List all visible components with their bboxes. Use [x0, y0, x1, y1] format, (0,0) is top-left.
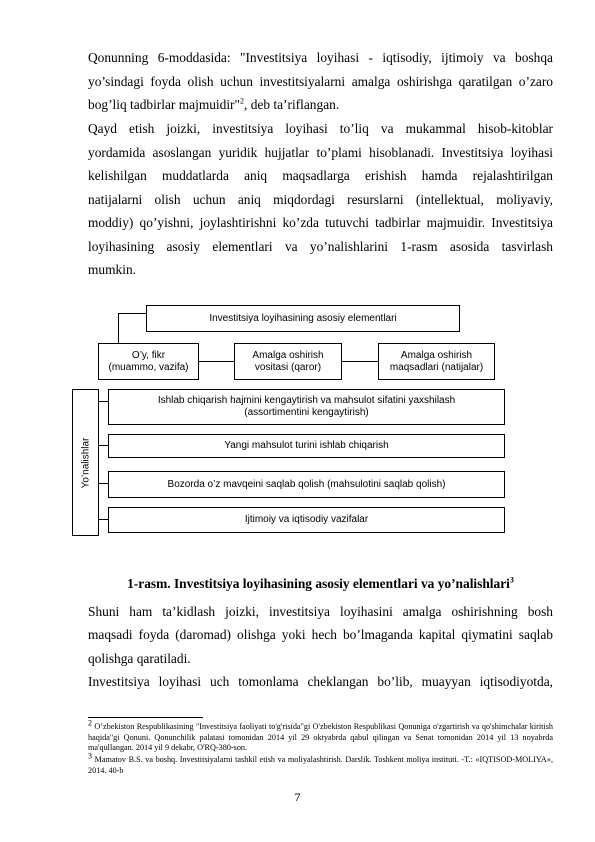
footnote-ref: 3 — [509, 575, 514, 585]
connector-line — [99, 519, 108, 520]
direction-box — [108, 507, 505, 533]
direction-label: Ishlab chiqarish hajmini kengaytirish va mahsulot sifatini yaxshilash — [157, 395, 456, 406]
footnote-text: Mamatov B.S. va boshq. Investitsiyalarni tashkil etish va moliyalashtirish. Darslik. Toshkent moliya instituti. -T.: «IQTISOD-MOLIYA», 2014. 40-b — [88, 755, 553, 775]
footnote — [88, 751, 553, 776]
connector-line — [198, 361, 234, 362]
paragraph-line: mumkin. — [88, 262, 136, 277]
paragraph-line: maqsadi foyda (daromad) olishga yoki hech bo’lmaganda kapital qiymatini saqlab — [88, 627, 553, 642]
connector-line — [99, 483, 108, 484]
diagram-title-box — [146, 305, 460, 332]
connector-line — [118, 313, 146, 314]
caption-text: 1-rasm. Investitsiya loyihasining asosiy elementlari va yo’nalishlari — [127, 576, 510, 591]
connector-line — [118, 313, 119, 343]
paragraph-line: yordamida asoslangan yuridik hujjatlar to’plami hisoblanadi. Investitsiya loyihasi — [88, 145, 553, 160]
footnote-number: 2 — [88, 718, 92, 728]
element-box — [98, 343, 199, 380]
paragraph-line: kelishilgan muddatlarda aniq maqsadlarga erishish hamda rejalashtirilgan — [88, 168, 553, 183]
direction-label: Bozorda o’z mavqeini saqlab qolish (mahsulotini saqlab qolish) — [167, 478, 446, 490]
element-label: Amalga oshirish — [400, 349, 473, 361]
footnote — [88, 718, 553, 754]
direction-label: Ijtimoiy va iqtisodiy vazifalar — [244, 514, 369, 525]
connector-line — [99, 401, 108, 402]
paragraph-line: qolishga qaratiladi. — [88, 651, 191, 666]
direction-label: Yangi mahsulot turini ishlab chiqarish — [224, 440, 389, 451]
paragraph-line: yo’sindagi foyda olish uchun investitsiyalarni amalga oshirishga qaratilgan o’zaro — [88, 74, 553, 89]
directions-side-label-box — [72, 389, 99, 536]
paragraph-line: Qonunning 6-moddasida: "Investitsiya loyihasi - iqtisodiy, ijtimoiy va boshqa — [88, 50, 553, 65]
paragraph-line: moddiy) qo’yishni, joylashtirishni ko’zda tutuvchi tadbirlar majmuidir. Investitsiya — [88, 215, 553, 230]
direction-label: (assortimentini kengaytirish) — [244, 407, 369, 418]
directions-side-label: Yo’nalishlar — [80, 437, 91, 488]
footnote-separator — [88, 717, 203, 718]
element-label: maqsadlari (natijalar) — [389, 361, 484, 373]
element-label: Amalga oshirish — [252, 349, 324, 361]
paragraph-line: Investitsiya loyihasi uch tomonlama cheklangan bo’lib, muayyan iqtisodiyotda, — [88, 674, 553, 689]
paragraph-line: loyihasining asosiy elementlari va yo’nalishlarini 1-rasm asosida tasvirlash — [88, 239, 553, 254]
direction-box — [108, 434, 505, 458]
element-box — [234, 343, 342, 380]
text-run: bog’liq tadbirlar majmuidir" — [88, 97, 240, 112]
element-label: (muammo, vazifa) — [108, 361, 189, 373]
paragraph-line: Shuni ham ta’kidlash joizki, investitsiya loyihasini amalga oshirishning bosh — [88, 604, 553, 619]
connector-line — [342, 361, 378, 362]
element-label: vositasi (qaror) — [254, 361, 322, 373]
text-run: , deb ta’riflangan. — [244, 97, 340, 112]
direction-box — [108, 471, 505, 498]
element-label: O’y, fikr — [131, 349, 166, 361]
connector-line — [99, 445, 108, 446]
footnote-text: O’zbekiston Respublikasining "Investitsiya faoliyati to'g'risida"gi O'zbekiston Respublikasi Qonuniga o'zgartirish va qo'shimchalar kiritish haqida"gi Qonuni. Qonunchilik palatasi tomonidan 2014 yil 29 oktyabrda qabul qilingan va Senat tomonidan 2014 yil 13 noyabrda ma'qullangan. 2014 yil 9 dekabr, O'RQ-380-son. — [88, 722, 553, 752]
paragraph-line: natijalarni olish uchun aniq miqdordagi resurslarni (intellektual, moliyaviy, — [88, 192, 553, 207]
paragraph-line — [88, 93, 553, 117]
diagram-title: Investitsiya loyihasining asosiy elementlari — [209, 312, 397, 324]
footnote-ref: 2 — [240, 96, 244, 106]
paragraph-line: Qayd etish joizki, investitsiya loyihasi to’liq va mukammal hisob-kitoblar — [88, 121, 553, 136]
footnote-number: 3 — [88, 751, 92, 761]
page-number: 7 — [294, 790, 301, 804]
direction-box — [108, 389, 505, 425]
figure-caption — [88, 576, 553, 592]
element-box — [378, 343, 495, 380]
